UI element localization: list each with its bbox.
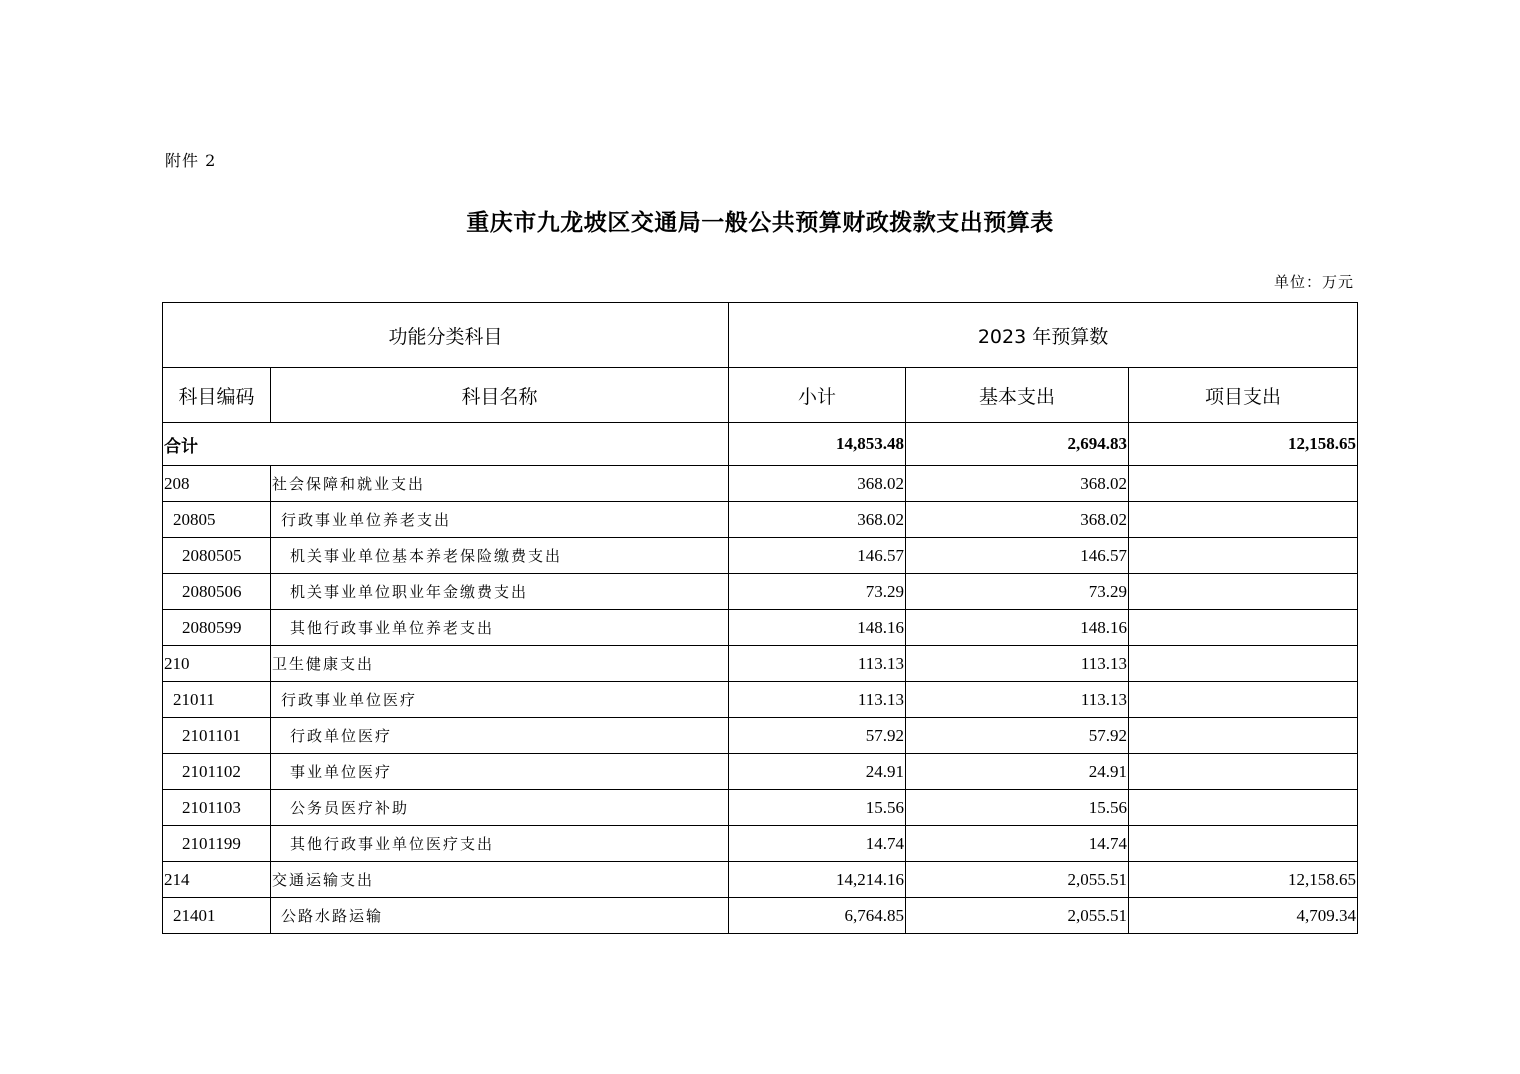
row-code: 2101102 [163, 754, 271, 790]
table-row [163, 718, 1358, 754]
attachment-label: 附件 2 [165, 151, 217, 170]
row-basic: 368.02 [906, 502, 1129, 538]
table-row [163, 610, 1358, 646]
table-row [163, 862, 1358, 898]
row-project [1129, 790, 1358, 826]
row-code: 21011 [163, 682, 271, 718]
row-subtotal: 113.13 [729, 682, 906, 718]
row-project [1129, 610, 1358, 646]
unit-label: 单位：万元 [1273, 273, 1354, 291]
row-basic: 148.16 [906, 610, 1129, 646]
row-name: 机关事业单位基本养老保险缴费支出 [271, 538, 729, 574]
table-row [163, 538, 1358, 574]
row-subtotal: 368.02 [729, 466, 906, 502]
total-subtotal: 14,853.48 [729, 423, 906, 466]
row-basic: 146.57 [906, 538, 1129, 574]
row-project [1129, 682, 1358, 718]
row-name: 交通运输支出 [271, 862, 729, 898]
table-row [163, 502, 1358, 538]
row-name: 其他行政事业单位医疗支出 [271, 826, 729, 862]
table-row [163, 790, 1358, 826]
row-subtotal: 24.91 [729, 754, 906, 790]
row-project [1129, 754, 1358, 790]
row-subtotal: 14.74 [729, 826, 906, 862]
page-title: 重庆市九龙坡区交通局一般公共预算财政拨款支出预算表 [466, 209, 1054, 236]
row-name: 行政事业单位医疗 [271, 682, 729, 718]
row-project [1129, 574, 1358, 610]
table-row [163, 646, 1358, 682]
total-basic: 2,694.83 [906, 423, 1129, 466]
row-project [1129, 718, 1358, 754]
row-project: 4,709.34 [1129, 898, 1358, 934]
row-project [1129, 502, 1358, 538]
row-project [1129, 538, 1358, 574]
row-name: 事业单位医疗 [271, 754, 729, 790]
row-name: 社会保障和就业支出 [271, 466, 729, 502]
table-row [163, 682, 1358, 718]
table-row [163, 898, 1358, 934]
table-row [163, 754, 1358, 790]
row-basic: 368.02 [906, 466, 1129, 502]
budget-table [162, 302, 1358, 934]
row-project [1129, 466, 1358, 502]
row-basic: 2,055.51 [906, 862, 1129, 898]
row-name: 公务员医疗补助 [271, 790, 729, 826]
header-name: 科目名称 [271, 368, 729, 423]
row-code: 20805 [163, 502, 271, 538]
row-name: 行政单位医疗 [271, 718, 729, 754]
total-label: 合计 [163, 423, 729, 466]
row-code: 214 [163, 862, 271, 898]
row-name: 机关事业单位职业年金缴费支出 [271, 574, 729, 610]
row-basic: 14.74 [906, 826, 1129, 862]
row-basic: 15.56 [906, 790, 1129, 826]
header-row-2 [163, 368, 1358, 423]
total-project: 12,158.65 [1129, 423, 1358, 466]
header-functional: 功能分类科目 [163, 303, 729, 368]
total-row [163, 423, 1358, 466]
header-budget: 2023 年预算数 [729, 303, 1358, 368]
header-basic: 基本支出 [906, 368, 1129, 423]
row-subtotal: 146.57 [729, 538, 906, 574]
row-subtotal: 148.16 [729, 610, 906, 646]
row-name: 卫生健康支出 [271, 646, 729, 682]
row-code: 2101103 [163, 790, 271, 826]
row-basic: 24.91 [906, 754, 1129, 790]
row-basic: 2,055.51 [906, 898, 1129, 934]
row-subtotal: 14,214.16 [729, 862, 906, 898]
row-code: 21401 [163, 898, 271, 934]
table-row [163, 574, 1358, 610]
table-row [163, 466, 1358, 502]
header-subtotal: 小计 [729, 368, 906, 423]
row-code: 208 [163, 466, 271, 502]
row-code: 2080505 [163, 538, 271, 574]
row-basic: 113.13 [906, 646, 1129, 682]
row-basic: 57.92 [906, 718, 1129, 754]
row-subtotal: 113.13 [729, 646, 906, 682]
row-basic: 73.29 [906, 574, 1129, 610]
header-code: 科目编码 [163, 368, 271, 423]
row-project [1129, 826, 1358, 862]
row-project: 12,158.65 [1129, 862, 1358, 898]
row-subtotal: 15.56 [729, 790, 906, 826]
row-project [1129, 646, 1358, 682]
table-row [163, 826, 1358, 862]
row-code: 2080506 [163, 574, 271, 610]
row-name: 行政事业单位养老支出 [271, 502, 729, 538]
row-basic: 113.13 [906, 682, 1129, 718]
row-subtotal: 6,764.85 [729, 898, 906, 934]
row-subtotal: 368.02 [729, 502, 906, 538]
row-code: 2101101 [163, 718, 271, 754]
row-code: 2080599 [163, 610, 271, 646]
row-code: 2101199 [163, 826, 271, 862]
row-code: 210 [163, 646, 271, 682]
row-subtotal: 73.29 [729, 574, 906, 610]
header-row-1 [163, 303, 1358, 368]
header-project: 项目支出 [1129, 368, 1358, 423]
row-subtotal: 57.92 [729, 718, 906, 754]
row-name: 公路水路运输 [271, 898, 729, 934]
row-name: 其他行政事业单位养老支出 [271, 610, 729, 646]
